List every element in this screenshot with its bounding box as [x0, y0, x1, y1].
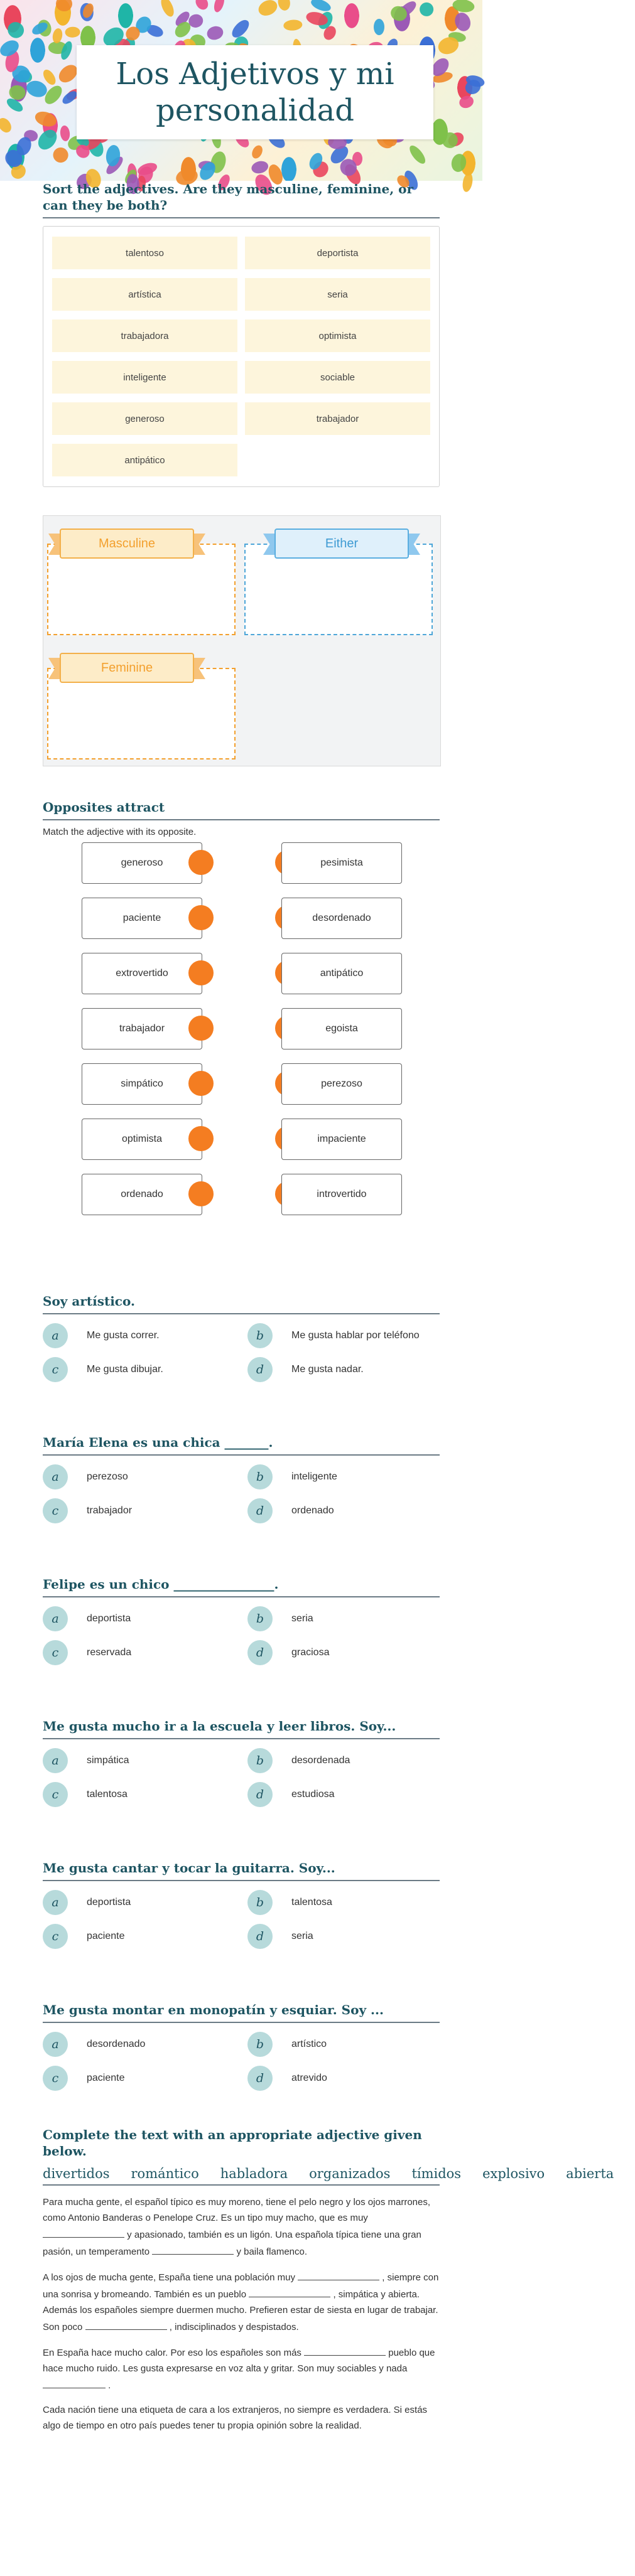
- confetti-dot: [452, 0, 475, 14]
- match-connector-dot[interactable]: [188, 960, 214, 985]
- option-letter-badge: b: [247, 2032, 273, 2057]
- option-label: perezoso: [87, 1471, 128, 1482]
- option-letter-badge: c: [43, 1498, 68, 1523]
- match-left-item[interactable]: trabajador: [82, 1008, 202, 1049]
- confetti-dot: [33, 109, 58, 129]
- adjective-chip[interactable]: artística: [52, 278, 237, 311]
- adjective-chip[interactable]: talentoso: [52, 237, 237, 269]
- options-grid: [43, 1890, 440, 1949]
- match-right-item[interactable]: impaciente: [281, 1119, 402, 1160]
- question-block: [43, 1434, 440, 1523]
- confetti-dot: [55, 0, 72, 13]
- answer-option[interactable]: [247, 1323, 440, 1348]
- answer-option[interactable]: [43, 1498, 235, 1523]
- answer-option[interactable]: [43, 1640, 235, 1665]
- confetti-dot: [283, 19, 303, 31]
- word-bank-item: abierta: [566, 2166, 614, 2181]
- answer-option[interactable]: [43, 1890, 235, 1915]
- match-left-item[interactable]: paciente: [82, 898, 202, 939]
- match-row: [43, 1063, 440, 1119]
- opposites-title: Opposites attract: [43, 799, 440, 820]
- answer-option[interactable]: [247, 1890, 440, 1915]
- match-right-item[interactable]: antipático: [281, 953, 402, 994]
- answer-option[interactable]: [247, 1464, 440, 1489]
- confetti-dot: [407, 143, 428, 166]
- option-letter-badge: a: [43, 2032, 68, 2057]
- confetti-dot: [65, 26, 80, 38]
- options-grid: [43, 1464, 440, 1523]
- drop-targets: [43, 515, 441, 766]
- opposites-instruction: Match the adjective with its opposite.: [43, 827, 197, 837]
- masculine-label: Masculine: [60, 530, 194, 557]
- option-letter-badge: a: [43, 1606, 68, 1631]
- question-title: Me gusta mucho ir a la escuela y leer libros. Soy...: [43, 1718, 440, 1739]
- confetti-dot: [277, 0, 291, 11]
- match-right-item[interactable]: egoista: [281, 1008, 402, 1049]
- option-letter-badge: a: [43, 1890, 68, 1915]
- answer-option[interactable]: [43, 1924, 235, 1949]
- confetti-dot: [250, 159, 269, 175]
- adjective-chip[interactable]: trabajadora: [52, 319, 237, 352]
- options-grid: [43, 1748, 440, 1807]
- match-right-item[interactable]: introvertido: [281, 1174, 402, 1215]
- option-letter-badge: a: [43, 1748, 68, 1773]
- answer-option[interactable]: [247, 1640, 440, 1665]
- blank-input[interactable]: [304, 2344, 386, 2356]
- page-title: Los Adjetivos y mi personalidad: [116, 56, 394, 128]
- feminine-label: Feminine: [60, 654, 194, 682]
- option-label: estudiosa: [291, 1789, 335, 1800]
- option-label: desordenada: [291, 1755, 350, 1766]
- question-title: Soy artístico.: [43, 1293, 440, 1314]
- match-right-item[interactable]: perezoso: [281, 1063, 402, 1105]
- question-title: María Elena es una chica _______.: [43, 1434, 440, 1456]
- option-letter-badge: c: [43, 1782, 68, 1807]
- confetti-dot: [250, 144, 264, 161]
- answer-option[interactable]: [43, 1782, 235, 1807]
- option-label: Me gusta correr.: [87, 1330, 160, 1341]
- blank-input[interactable]: [43, 2376, 106, 2388]
- confetti-dot: [450, 153, 467, 173]
- adjective-chip[interactable]: antipático: [52, 444, 237, 476]
- answer-option[interactable]: [43, 1357, 235, 1382]
- option-label: Me gusta hablar por teléfono: [291, 1330, 420, 1341]
- paragraph-2: A los ojos de mucha gente, España tiene una población muy , siempre con una sonrisa y bromeando. También es un pueblo , simpática y abierta. Además los españoles siempre duermen mucho. Prefieren estar de siesta en lugar de trabajar. Son poco , indisciplinados y despistados.: [43, 2268, 440, 2335]
- question-title: Me gusta montar en monopatín y esquiar. Soy ...: [43, 2002, 440, 2023]
- word-bank-item: divertidos: [43, 2166, 110, 2181]
- option-label: desordenado: [87, 2039, 146, 2049]
- option-label: atrevido: [291, 2073, 327, 2083]
- match-right-item[interactable]: pesimista: [281, 842, 402, 884]
- option-letter-badge: b: [247, 1464, 273, 1489]
- option-letter-badge: d: [247, 2066, 273, 2091]
- option-label: Me gusta dibujar.: [87, 1364, 163, 1375]
- answer-option[interactable]: [247, 1924, 440, 1949]
- adjective-chip[interactable]: inteligente: [52, 361, 237, 394]
- match-left-item[interactable]: generoso: [82, 842, 202, 884]
- header-banner: [0, 0, 482, 181]
- option-label: seria: [291, 1931, 313, 1941]
- answer-option[interactable]: [247, 1357, 440, 1382]
- match-left-item[interactable]: ordenado: [82, 1174, 202, 1215]
- options-grid: [43, 1606, 440, 1665]
- word-bank: [43, 2164, 614, 2183]
- confetti-dot: [0, 115, 14, 134]
- confetti-dot: [212, 0, 226, 13]
- match-row: [43, 898, 440, 953]
- adjective-chip[interactable]: deportista: [245, 237, 430, 269]
- match-connector-dot[interactable]: [188, 850, 214, 875]
- option-letter-badge: d: [247, 1782, 273, 1807]
- confetti-dot: [60, 125, 71, 141]
- title-card: [77, 45, 433, 139]
- match-list: [43, 842, 440, 1229]
- question-block: [43, 1293, 440, 1382]
- option-label: inteligente: [291, 1471, 337, 1482]
- adjective-chip[interactable]: generoso: [52, 402, 237, 435]
- confetti-dot: [374, 19, 384, 35]
- match-left-item[interactable]: extrovertido: [82, 953, 202, 994]
- match-connector-dot[interactable]: [188, 1071, 214, 1096]
- opposites-section: [43, 799, 440, 1229]
- option-label: simpática: [87, 1755, 129, 1766]
- question-title: Me gusta cantar y tocar la guitarra. Soy...: [43, 1860, 440, 1881]
- option-letter-badge: a: [43, 1323, 68, 1348]
- answer-option[interactable]: [247, 1606, 440, 1631]
- question-block: [43, 1576, 440, 1665]
- option-letter-badge: a: [43, 1464, 68, 1489]
- answer-option[interactable]: [43, 1606, 235, 1631]
- option-letter-badge: c: [43, 1640, 68, 1665]
- option-label: graciosa: [291, 1647, 330, 1658]
- question-block: [43, 1860, 440, 1949]
- match-connector-dot[interactable]: [188, 905, 214, 930]
- word-bank-item: tímidos: [411, 2166, 462, 2181]
- match-row: [43, 953, 440, 1008]
- question-block: [43, 1718, 440, 1807]
- adjective-chip[interactable]: trabajador: [245, 402, 430, 435]
- confetti-dot: [193, 0, 210, 13]
- confetti-dot: [416, 0, 436, 19]
- answer-option[interactable]: [43, 2066, 235, 2091]
- confetti-dot: [461, 172, 474, 193]
- match-connector-dot[interactable]: [188, 1016, 214, 1041]
- match-left-item[interactable]: simpático: [82, 1063, 202, 1105]
- blank-input[interactable]: [85, 2318, 167, 2330]
- sort-section: [43, 181, 440, 487]
- option-letter-badge: b: [247, 1748, 273, 1773]
- option-letter-badge: c: [43, 1357, 68, 1382]
- chip-bank: [43, 226, 440, 487]
- option-letter-badge: d: [247, 1924, 273, 1949]
- match-row: [43, 842, 440, 898]
- option-letter-badge: d: [247, 1498, 273, 1523]
- option-label: talentosa: [291, 1897, 332, 1908]
- answer-option[interactable]: [247, 2032, 440, 2057]
- answer-option[interactable]: [247, 1782, 440, 1807]
- blank-input[interactable]: [152, 2243, 234, 2255]
- paragraph-3: En España hace mucho calor. Por eso los españoles son más pueblo que hace mucho ruido. Les gusta expresarse en voz alta y gritar. Son muy sociables y nada .: [43, 2344, 440, 2393]
- confetti-dot: [5, 96, 25, 114]
- option-label: trabajador: [87, 1505, 133, 1516]
- option-label: ordenado: [291, 1505, 334, 1516]
- option-letter-badge: c: [43, 1924, 68, 1949]
- option-letter-badge: b: [247, 1890, 273, 1915]
- complete-section: [43, 2127, 614, 2434]
- word-bank-item: explosivo: [482, 2166, 545, 2181]
- answer-option[interactable]: [247, 2066, 440, 2091]
- paragraph-1: Para mucha gente, el español típico es muy moreno, tiene el pelo negro y los ojos marrones, como Antonio Banderas o Penelope Cruz. Es un tipo muy macho, que es muy y apasionado, también es un ligón. Una española típica tiene una gran pasión, un temperamento y baila flamenco.: [43, 2197, 431, 2257]
- option-letter-badge: b: [247, 1606, 273, 1631]
- confetti-dot: [458, 94, 475, 110]
- option-label: deportista: [87, 1613, 131, 1624]
- answer-option[interactable]: [43, 1464, 235, 1489]
- answer-option[interactable]: [247, 1748, 440, 1773]
- answer-option[interactable]: [247, 1498, 440, 1523]
- option-label: artístico: [291, 2039, 327, 2049]
- word-bank-item: habladora: [220, 2166, 288, 2181]
- confetti-dot: [256, 0, 280, 19]
- option-label: paciente: [87, 1931, 125, 1941]
- either-label: Either: [274, 530, 409, 557]
- match-connector-dot[interactable]: [188, 1181, 214, 1206]
- confetti-dot: [309, 0, 332, 13]
- option-letter-badge: d: [247, 1357, 273, 1382]
- paragraph-4: Cada nación tiene una etiqueta de cara a los extranjeros, no siempre es verdadera. Si estás algo de tiempo en otro país puedes tener tu propia opinión sobre la realidad.: [43, 2405, 428, 2431]
- match-row: [43, 1119, 440, 1174]
- option-label: reservada: [87, 1647, 132, 1658]
- adjective-chip[interactable]: optimista: [245, 319, 430, 352]
- adjective-chip[interactable]: seria: [245, 278, 430, 311]
- option-label: Me gusta nadar.: [291, 1364, 364, 1375]
- blank-input[interactable]: [43, 2226, 124, 2238]
- option-label: deportista: [87, 1897, 131, 1908]
- question-block: [43, 2002, 440, 2091]
- confetti-dot: [50, 144, 71, 165]
- options-grid: [43, 1323, 440, 1382]
- answer-option[interactable]: [43, 1323, 235, 1348]
- option-label: talentosa: [87, 1789, 128, 1800]
- confetti-dot: [159, 0, 176, 19]
- word-bank-item: romántico: [131, 2166, 199, 2181]
- confetti-dot: [4, 19, 26, 41]
- match-left-item[interactable]: optimista: [82, 1119, 202, 1160]
- complete-title: Complete the text with an appropriate adjective given below.: [43, 2127, 422, 2159]
- blank-input[interactable]: [249, 2285, 330, 2297]
- match-right-item[interactable]: desordenado: [281, 898, 402, 939]
- option-letter-badge: c: [43, 2066, 68, 2091]
- options-grid: [43, 2032, 440, 2091]
- confetti-dot: [206, 24, 225, 42]
- option-label: paciente: [87, 2073, 125, 2083]
- word-bank-item: organizados: [309, 2166, 391, 2181]
- adjective-chip[interactable]: sociable: [245, 361, 430, 394]
- match-row: [43, 1174, 440, 1229]
- confetti-dot: [453, 11, 473, 33]
- question-title: Felipe es un chico ________________.: [43, 1576, 440, 1597]
- option-label: seria: [291, 1613, 313, 1624]
- match-connector-dot[interactable]: [188, 1126, 214, 1151]
- option-letter-badge: b: [247, 1323, 273, 1348]
- answer-option[interactable]: [43, 2032, 235, 2057]
- match-row: [43, 1008, 440, 1063]
- option-letter-badge: d: [247, 1640, 273, 1665]
- sort-title: Sort the adjectives. Are they masculine, feminine, or can they be both?: [43, 181, 440, 218]
- blank-input[interactable]: [298, 2268, 379, 2280]
- answer-option[interactable]: [43, 1748, 235, 1773]
